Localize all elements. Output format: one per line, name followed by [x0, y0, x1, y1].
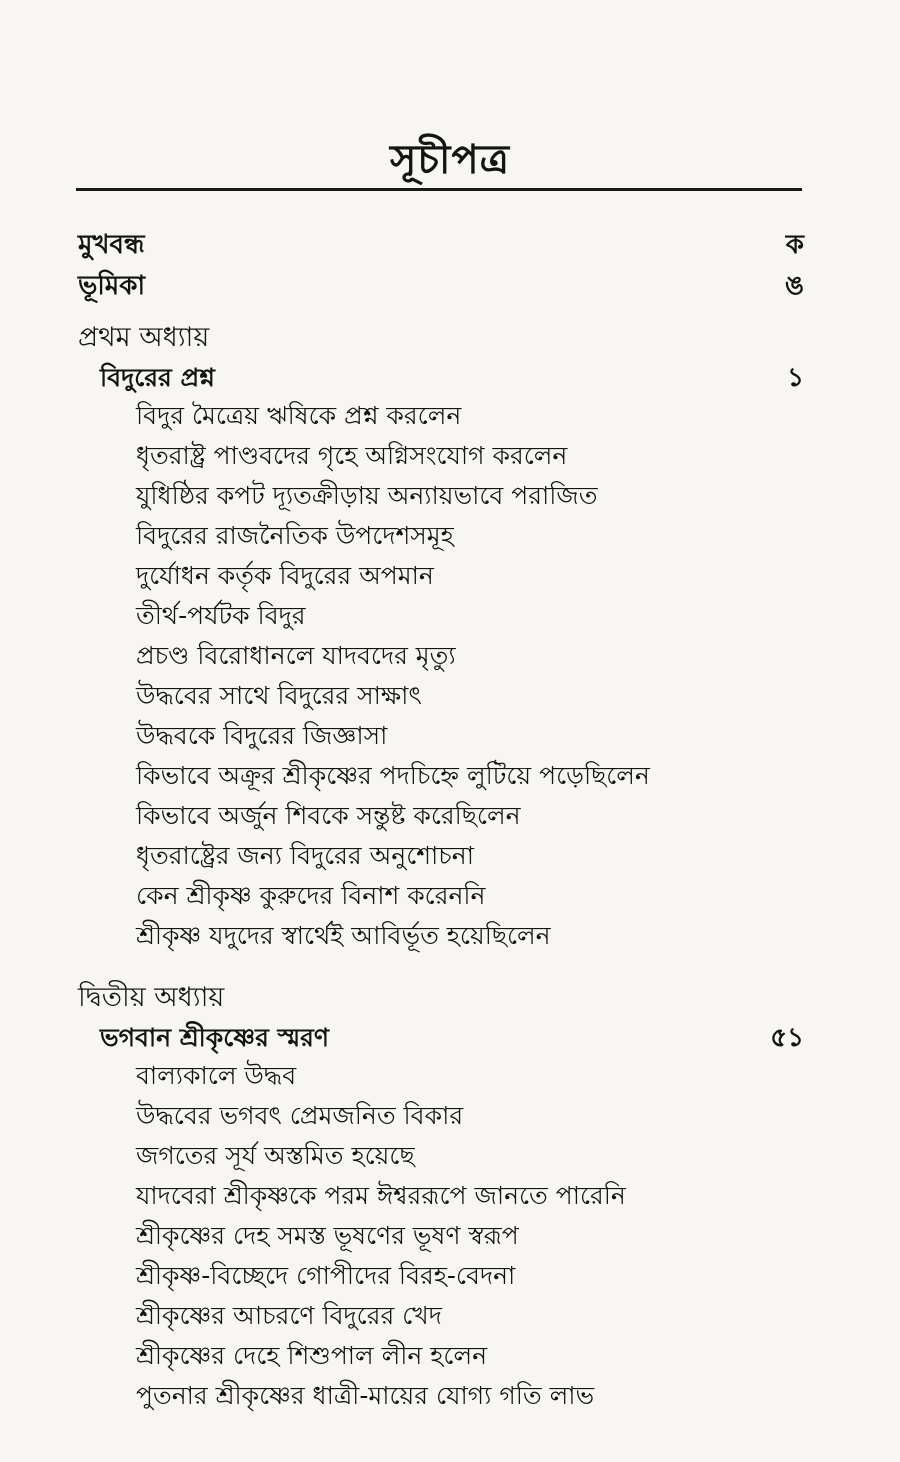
topic-row — [0, 1296, 900, 1336]
topic-row — [0, 836, 900, 876]
topic-label: ধৃতরাষ্ট্রের জন্য বিদুরের অনুশোচনা — [136, 841, 474, 870]
topic-row — [0, 596, 900, 636]
topic-row — [0, 436, 900, 476]
toc-row-front-1 — [0, 225, 900, 265]
topic-label: শ্রীকৃষ্ণের দেহ সমস্ত ভূষণের ভূষণ স্বরূপ — [136, 1221, 519, 1250]
topic-row — [0, 916, 900, 956]
section-label: ভগবান শ্রীকৃষ্ণের স্মরণ — [100, 1023, 330, 1052]
section-label: বিদুরের প্রশ্ন — [100, 363, 215, 392]
topic-label: শ্রীকৃষ্ণ-বিচ্ছেদে গোপীদের বিরহ-বেদনা — [136, 1261, 516, 1290]
topic-label: শ্রীকৃষ্ণের দেহে শিশুপাল লীন হলেন — [136, 1341, 488, 1370]
topic-row — [0, 476, 900, 516]
topic-row — [0, 1216, 900, 1256]
topic-row — [0, 396, 900, 436]
topic-row — [0, 556, 900, 596]
topic-label: যাদবেরা শ্রীকৃষ্ণকে পরম ঈশ্বররূপে জানতে পারেনি — [136, 1181, 626, 1210]
section-row-1 — [0, 358, 900, 398]
topic-row — [0, 1176, 900, 1216]
section-row-2 — [0, 1018, 900, 1058]
topic-row — [0, 1336, 900, 1376]
topic-row — [0, 516, 900, 556]
topic-label: বাল্যকালে উদ্ধব — [136, 1061, 297, 1090]
topic-row — [0, 1376, 900, 1416]
topic-label: শ্রীকৃষ্ণ যদুদের স্বার্থেই আবির্ভূত হয়েছিলেন — [136, 921, 551, 950]
toc-label: মুখবন্ধ — [78, 230, 145, 260]
topic-label: কিভাবে অর্জুন শিবকে সন্তুষ্ট করেছিলেন — [136, 801, 521, 830]
section-page-number: ১ — [787, 363, 804, 393]
topic-label: দুর্যোধন কর্তৃক বিদুরের অপমান — [136, 561, 434, 590]
topic-label: পুতনার শ্রীকৃষ্ণের ধাত্রী-মায়ের যোগ্য গতি লাভ — [136, 1381, 595, 1410]
topic-label: উদ্ধবের সাথে বিদুরের সাক্ষাৎ — [136, 681, 422, 710]
topic-label: যুধিষ্ঠির কপট দ্যূতক্রীড়ায় অন্যায়ভাবে পরাজিত — [136, 481, 598, 510]
topic-label: উদ্ধবের ভগবৎ প্রেমজনিত বিকার — [136, 1101, 464, 1130]
chapter-heading-1 — [0, 318, 900, 358]
topic-label: বিদুর মৈত্রেয় ঋষিকে প্রশ্ন করলেন — [136, 401, 462, 430]
topic-label: উদ্ধবকে বিদুরের জিজ্ঞাসা — [136, 721, 388, 750]
topic-row — [0, 716, 900, 756]
chapter-label: দ্বিতীয় অধ্যায় — [78, 982, 225, 1013]
title-rule — [76, 188, 802, 191]
toc-label: ভূমিকা — [78, 271, 145, 301]
topic-row — [0, 796, 900, 836]
topic-row — [0, 1136, 900, 1176]
toc-page-number: ঙ — [784, 271, 804, 301]
topic-label: তীর্থ-পর্যটক বিদুর — [136, 601, 306, 630]
page-title: সূচীপত্র — [390, 137, 510, 183]
topic-label: বিদুরের রাজনৈতিক উপদেশসমূহ — [136, 521, 454, 550]
section-page-number: ৫১ — [770, 1023, 804, 1053]
topic-row — [0, 676, 900, 716]
toc-page-number: ক — [785, 230, 804, 260]
topic-label: কেন শ্রীকৃষ্ণ কুরুদের বিনাশ করেননি — [136, 881, 486, 910]
toc-row-front-2 — [0, 266, 900, 306]
topic-label: শ্রীকৃষ্ণের আচরণে বিদুরের খেদ — [136, 1301, 442, 1330]
topic-label: জগতের সূর্য অস্তমিত হয়েছে — [136, 1141, 415, 1170]
chapter-heading-2 — [0, 978, 900, 1018]
topic-row — [0, 756, 900, 796]
topic-row — [0, 1256, 900, 1296]
topic-row — [0, 1056, 900, 1096]
topic-row — [0, 876, 900, 916]
topic-row — [0, 636, 900, 676]
topic-label: প্রচণ্ড বিরোধানলে যাদবদের মৃত্যু — [136, 641, 456, 670]
topic-label: কিভাবে অক্রূর শ্রীকৃষ্ণের পদচিহ্নে লুটিয়ে পড়েছিলেন — [136, 761, 650, 790]
topic-label: ধৃতরাষ্ট্র পাণ্ডবদের গৃহে অগ্নিসংযোগ করলেন — [136, 441, 568, 470]
chapter-label: প্রথম অধ্যায় — [78, 322, 210, 353]
topic-row — [0, 1096, 900, 1136]
